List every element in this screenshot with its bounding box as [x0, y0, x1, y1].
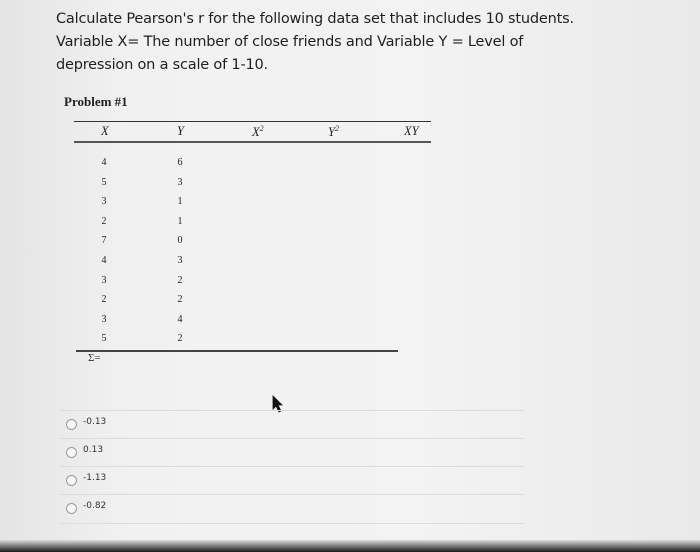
- table-sum-rule: [76, 350, 398, 352]
- cell-y: 4: [177, 313, 183, 325]
- radio-button[interactable]: [66, 447, 77, 458]
- answer-option[interactable]: [60, 466, 524, 495]
- cell-y: 2: [177, 333, 183, 345]
- problem-title: Problem #1: [64, 94, 128, 109]
- question-line: Variable X= The number of close friends and Variable Y = Level of: [56, 34, 524, 50]
- cell-x: 4: [101, 255, 107, 266]
- cell-x: 2: [101, 215, 107, 227]
- question-line: Calculate Pearson's r for the following data set that includes 10 students.: [56, 11, 574, 27]
- header-y: [177, 124, 184, 139]
- cell-x: 3: [101, 313, 107, 325]
- answer-option-label: -1.13: [83, 473, 107, 483]
- answer-option[interactable]: [60, 494, 524, 524]
- header-y-squared: [328, 124, 339, 140]
- cell-y: 3: [177, 176, 183, 188]
- header-y-label: Y: [177, 124, 184, 138]
- table-header-rule: [74, 141, 431, 143]
- cell-x: 3: [101, 274, 107, 286]
- radio-button[interactable]: [66, 419, 77, 430]
- cell-y: 1: [177, 196, 183, 208]
- answer-option[interactable]: [60, 410, 524, 439]
- cell-y: 2: [177, 294, 183, 306]
- header-y2-exponent: 2: [334, 124, 339, 133]
- cell-x: 5: [101, 333, 107, 345]
- radio-button[interactable]: [66, 475, 77, 486]
- cell-y: 0: [177, 235, 183, 247]
- screen-bottom-edge: [0, 540, 700, 552]
- header-x-label: X: [101, 124, 109, 138]
- radio-button[interactable]: [66, 503, 77, 514]
- answer-option-label: -0.82: [83, 501, 107, 511]
- cell-y: 3: [177, 255, 183, 266]
- cell-x: 5: [101, 176, 107, 188]
- table-top-rule: [74, 121, 431, 122]
- header-x-squared: [252, 124, 264, 140]
- cell-y: 6: [177, 157, 183, 168]
- header-x2-exponent: 2: [259, 124, 264, 133]
- header-x: [101, 124, 109, 139]
- answer-option[interactable]: [60, 438, 524, 467]
- header-x2-label: X: [252, 125, 260, 140]
- question-line: depression on a scale of 1-10.: [56, 57, 268, 73]
- header-y2-label: Y: [328, 125, 335, 140]
- header-xy: [404, 124, 419, 139]
- answer-option-label: -0.13: [83, 417, 107, 427]
- cell-x: 2: [101, 294, 107, 306]
- sum-label: Σ=: [88, 352, 101, 364]
- cell-x: 7: [101, 235, 107, 247]
- answer-option-label: 0.13: [83, 445, 104, 455]
- header-xy-label: XY: [404, 124, 419, 138]
- cell-y: 1: [177, 215, 183, 227]
- cell-x: 3: [101, 196, 107, 208]
- question-text: [56, 8, 576, 77]
- cell-x: 4: [101, 157, 107, 168]
- cell-y: 2: [177, 274, 183, 286]
